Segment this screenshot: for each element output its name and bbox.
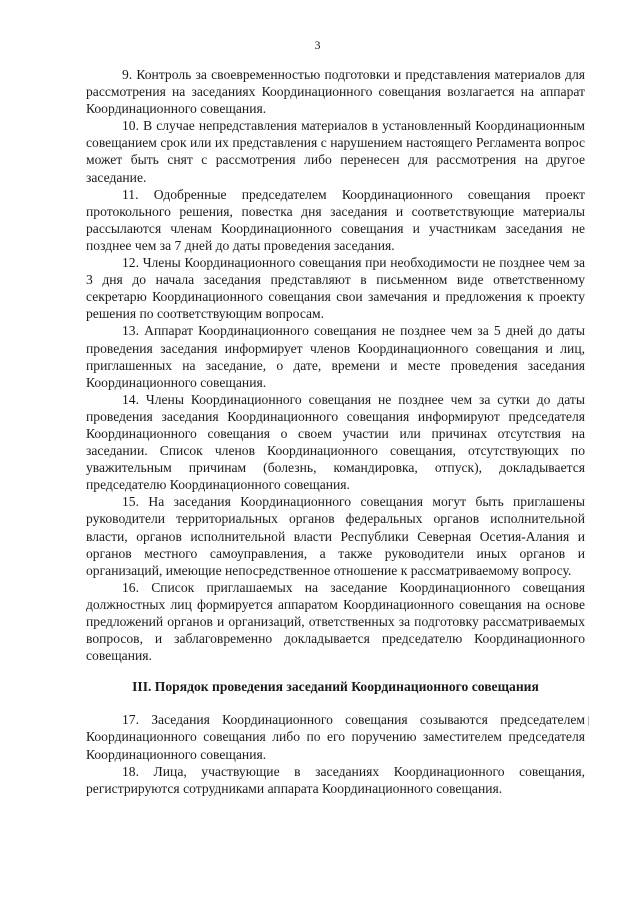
- paragraph-10: 10. В случае непредставления материалов в установленный Координационным совещанием срок или их представления с нарушением настоящего Регламента вопрос может быть снят с рассмотрения либо перенесен для рассмотрения на другое заседание.: [86, 118, 585, 185]
- paragraph-11: 11. Одобренные председателем Координационного совещания проект протокольного решения, повестка дня заседания и соответствующие материалы рассылаются членам Координационного совещания и участникам заседания не позднее чем за 7 дней до даты проведения заседания.: [86, 186, 585, 253]
- paragraph-9: 9. Контроль за своевременностью подготовки и представления материалов для рассмотрения на заседаниях Координационного совещания возлагается на аппарат Координационного совещания.: [86, 67, 585, 117]
- paragraph-16: 16. Список приглашаемых на заседание Координационного совещания должностных лиц формируется аппаратом Координационного совещания на основе предложений органов и организаций, ответственных за подготовку рассматриваемых вопросов, и заблаговременно докладывается председателю Координационного совещания.: [86, 579, 585, 664]
- paragraph-12: 12. Члены Координационного совещания при необходимости не позднее чем за 3 дня до начала заседания представляют в письменном виде ответственному секретарю Координационного совещания свои замечания и предложения к проекту решения по соответствующим вопросам.: [86, 255, 585, 322]
- paragraph-18: 18. Лица, участвующие в заседаниях Координационного совещания, регистрируются сотрудниками аппарата Координационного совещания.: [86, 763, 585, 796]
- paragraph-14: 14. Члены Координационного совещания не позднее чем за сутки до даты проведения заседания Координационного совещания информируют председателя Координационного совещания о своем участии или причинах отсутствия на заседании. Список членов Координационного совещания, отсутствующих по уважительным причинам (болезнь, командировка, отпуск), докладывается председателю Координационного совещания.: [86, 391, 585, 493]
- scan-artifact: [588, 716, 589, 726]
- paragraph-17: 17. Заседания Координационного совещания созываются председателем Координационного совещания либо по его поручению заместителем председателя Координационного совещания.: [86, 712, 585, 762]
- section-heading: III. Порядок проведения заседаний Координационного совещания: [132, 679, 539, 695]
- paragraph-15: 15. На заседания Координационного совещания могут быть приглашены руководители территориальных органов федеральных органов исполнительной власти, органов исполнительной власти Республики Северная Осетия-Алания и органов местного самоуправления, а также руководители иных органов и организаций, имеющие непосредственное отношение к рассматриваемому вопросу.: [86, 494, 585, 578]
- document-body: [86, 66, 585, 797]
- page-number: 3: [314, 38, 321, 52]
- paragraph-13: 13. Аппарат Координационного совещания не позднее чем за 5 дней до даты проведения заседания информирует членов Координационного совещания и лиц, приглашенных на заседание, о дате, времени и месте проведения заседания Координационного совещания.: [86, 323, 585, 390]
